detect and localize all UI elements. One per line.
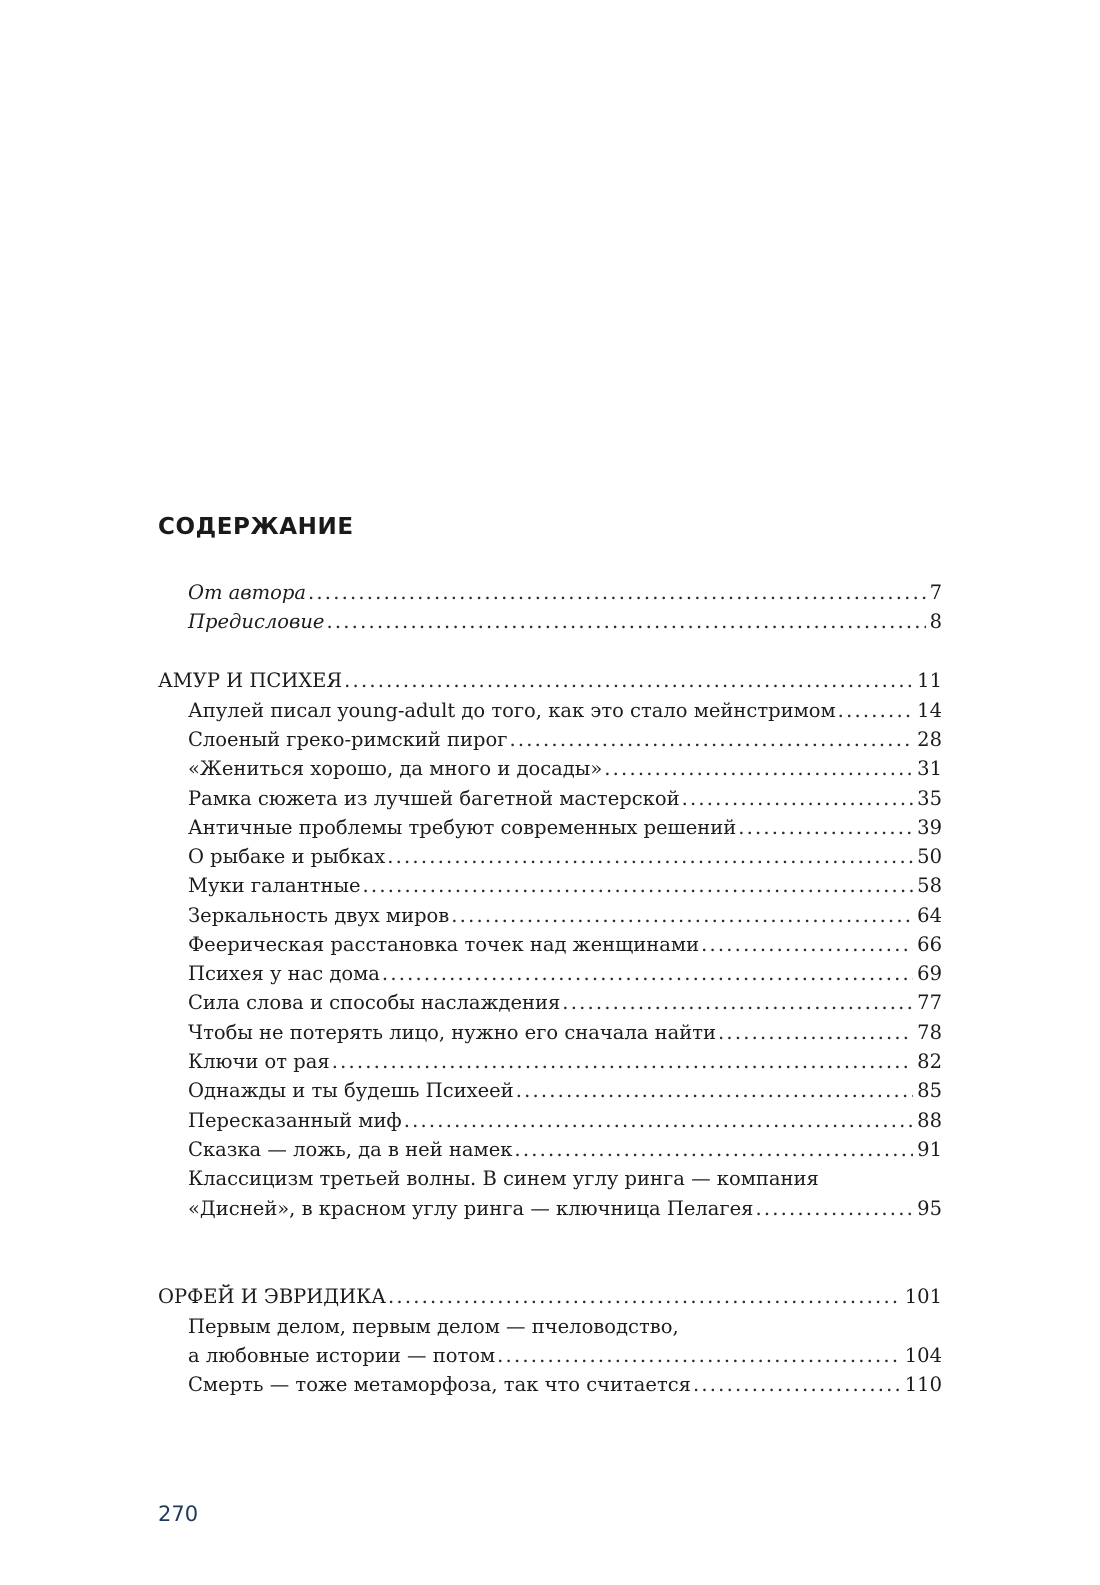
entry-title: а любовные истории — потом [188,1344,496,1367]
toc-heading: СОДЕРЖАНИЕ [158,514,354,540]
entry-page: 78 [917,1021,942,1044]
entry-page: 88 [917,1109,942,1132]
entry-page: 39 [917,816,942,839]
entry-title: Зеркальность двух миров [188,904,450,927]
leader-dots [308,578,926,608]
toc-entry[interactable] [188,901,942,931]
part-title: АМУР И ПСИХЕЯ [158,669,343,692]
entry-title: Античные проблемы требуют современных решений [188,816,737,839]
leader-dots [718,1018,913,1048]
leader-dots [332,1047,913,1077]
entry-title: Смерть — тоже метаморфоза, так что считается [188,1373,691,1396]
toc-entry[interactable] [188,725,942,755]
entry-title: Сказка — ложь, да в ней намек [188,1138,513,1161]
toc-entry[interactable] [188,1370,942,1400]
leader-dots [382,959,913,989]
entry-page: 64 [917,904,942,927]
leader-dots [693,1370,901,1400]
leader-dots [755,1194,913,1224]
entry-page: 82 [917,1050,942,1073]
toc-entry[interactable] [188,1106,942,1136]
toc-entry[interactable] [188,1341,942,1371]
entry-page: 14 [917,699,942,722]
entry-title: Ключи от рая [188,1050,330,1073]
toc-entry[interactable] [188,784,942,814]
leader-dots [326,607,925,637]
leader-dots [404,1106,913,1136]
leader-dots [701,930,913,960]
toc-entry[interactable] [188,813,942,843]
part-title: ОРФЕЙ И ЭВРИДИКА [158,1285,387,1308]
entry-page: 91 [917,1138,942,1161]
toc-entry[interactable] [188,1135,942,1165]
entry-page: 95 [917,1197,942,1220]
toc-entry[interactable] [188,1194,942,1224]
leader-dots [838,696,914,726]
leader-dots [516,1076,913,1106]
entry-title: Предисловие [188,610,325,633]
toc-entry[interactable] [188,1047,942,1077]
leader-dots [509,725,913,755]
entry-title: Чтобы не потерять лицо, нужно его сначала найти [188,1021,717,1044]
leader-dots [387,842,913,872]
leader-dots [344,666,913,696]
entry-title: Слоеный греко-римский пирог [188,728,508,751]
toc-entry[interactable] [188,842,942,872]
page-number: 270 [158,1502,199,1526]
entry-title: «Жениться хорошо, да много и досады» [188,757,603,780]
entry-title: От автора [188,581,306,604]
entry-page: 50 [917,845,942,868]
entry-title: Психея у нас дома [188,962,380,985]
toc-part-amur-psyche[interactable] [158,666,942,696]
toc-entry-from-author[interactable] [188,578,942,608]
leader-dots [451,901,913,931]
entry-title: Однажды и ты будешь Психеей [188,1079,514,1102]
entry-page: 8 [929,610,942,633]
entry-page: 66 [917,933,942,956]
entry-title: Пересказанный миф [188,1109,402,1132]
entry-title: Рамка сюжета из лучшей багетной мастерской [188,787,680,810]
toc-entry[interactable] [188,1018,942,1048]
toc-entry[interactable] [188,696,942,726]
entry-page: 31 [917,757,942,780]
leader-dots [738,813,913,843]
entry-page: 85 [917,1079,942,1102]
entry-page: 28 [917,728,942,751]
leader-dots [363,871,914,901]
leader-dots [562,988,913,1018]
part-page: 101 [904,1285,942,1308]
leader-dots [388,1282,901,1312]
entry-title: Феерическая расстановка точек над женщинами [188,933,700,956]
entry-title: Муки галантные [188,874,361,897]
toc-entry-line1[interactable]: Классицизм третьей волны. В синем углу ринга — компания [188,1167,819,1190]
entry-page: 77 [917,991,942,1014]
toc-entry-line1[interactable]: Первым делом, первым делом — пчеловодство, [188,1315,679,1338]
leader-dots [497,1341,901,1371]
entry-page: 35 [917,787,942,810]
leader-dots [514,1135,913,1165]
toc-entry[interactable] [188,871,942,901]
toc-entry[interactable] [188,930,942,960]
entry-page: 58 [917,874,942,897]
entry-page: 110 [904,1373,942,1396]
entry-title: О рыбаке и рыбках [188,845,386,868]
entry-title: «Дисней», в красном углу ринга — ключница Пелагея [188,1197,754,1220]
entry-page: 104 [904,1344,942,1367]
leader-dots [604,754,913,784]
entry-title: Апулей писал young-adult до того, как это стало мейнстримом [188,699,836,722]
entry-title: Сила слова и способы наслаждения [188,991,561,1014]
toc-entry[interactable] [188,754,942,784]
toc-entry[interactable] [188,959,942,989]
toc-entry-preface[interactable] [188,607,942,637]
part-page: 11 [917,669,942,692]
leader-dots [682,784,914,814]
toc-entry[interactable] [188,988,942,1018]
entry-page: 69 [917,962,942,985]
toc-entry[interactable] [188,1076,942,1106]
toc-part-orpheus-eurydice[interactable] [158,1282,942,1312]
entry-page: 7 [929,581,942,604]
